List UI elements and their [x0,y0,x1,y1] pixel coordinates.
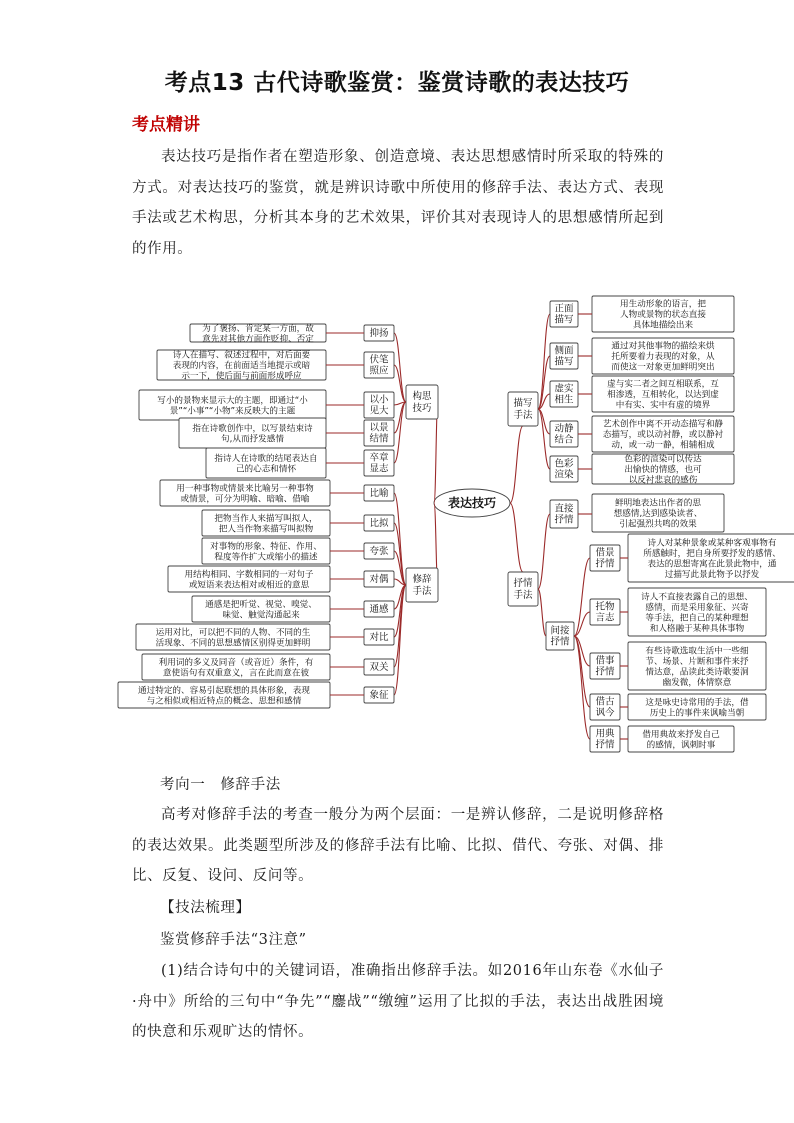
center-node-text: 表达技巧 [447,496,497,510]
branch-xiuci-text: 修辞手法 [412,574,432,598]
xiuci-item-7-text: 象征 [369,690,389,702]
branch-shuqing-text: 抒情手法 [513,578,533,602]
jifa-heading: 【技法梳理】 [160,900,251,916]
branch-miaoxie-text: 描写手法 [513,398,533,422]
page-title: 考点13 古代诗歌鉴赏：鉴赏诗歌的表达技巧 [164,70,630,96]
xiuci-item-6-text: 双关 [369,662,389,674]
xiuci-desc-7-text: 通过特定的、容易引起联想的具体形象，表现与之相似或相近特点的概念、思想和感情 [138,685,310,707]
shuqing-item-2-text: 借事抒情 [595,655,615,678]
point-1-paragraph: (1)结合诗句中的关键词语，准确指出修辞手法。如2016年山东卷《水仙子·舟中》所给的三句中“争先”“鏖战”“缴缠”运用了比拟的手法，表达出战胜困境的快意和乐观旷达的情怀。 [132,963,664,1040]
shuqing-desc-3-text: 这是咏史诗常用的手法，借历史上的事件来讽喻当朝 [645,697,749,719]
xiuci-desc-5-text: 运用对比，可以把不同的人物、不同的生活现象、不同的思想感情区别得更加鲜明 [155,627,311,649]
xiuci-desc-2-text: 对事物的形象、特征、作用、程度等作扩大或缩小的描述 [210,541,322,563]
shuqing-item-4-text: 用典抒情 [595,728,615,751]
xiuci-desc-6-text: 利用词的多义及同音（或音近）条件，有意使语句有双重意义，言在此而意在彼 [158,657,314,679]
goushi-item-3-text: 以景结情 [369,422,389,445]
mindmap-diagram [132,282,794,768]
miaoxie-item-3-text: 动静结合 [554,423,574,446]
shuqing-direct-desc-text: 鲜明地表达出作者的思想感情,达到感染读者、引起强烈共鸣的效果 [613,498,703,530]
goushi-item-4-text: 卒章显志 [369,452,389,475]
xiuci-desc-1-text: 把物当作人来描写叫拟人，把人当作物来描写叫拟物 [214,513,318,535]
goushi-desc-4-text: 指诗人在诗歌的结尾表达自己的心志和情怀 [214,453,318,475]
kaoxiang-paragraph: 高考对修辞手法的考查一般分为两个层面：一是辨认修辞，二是说明修辞格的表达效果。此类题型所涉及的修辞手法有比喻、比拟、借代、夸张、对偶、排比、反复、设问、反问等。 [132,807,664,884]
conn-xiuci-0 [394,493,406,585]
miaoxie-item-4-text: 色彩渲染 [554,458,574,481]
xiuci-desc-4-text: 通感是把听觉、视觉、嗅觉、味觉、触觉沟通起来 [205,599,317,621]
miaoxie-desc-2-text: 虚与实二者之间互相联系，互相渗透，互相转化，以达到虚中有实、实中有虚的境界 [607,379,719,411]
miaoxie-desc-1-text: 通过对其他事物的描绘来烘托所要着力表现的对象，从而使这一对象更加鲜明突出 [611,341,715,373]
conn-shuqing-direct [538,514,550,589]
shuqing-item-1-text: 托物言志 [595,601,615,624]
miaoxie-desc-0-text: 用生动形象的语言，把人物或景物的状态直接具体地描绘出来 [620,299,706,331]
shuqing-desc-1-text: 诗人不直接表露自己的思想、感情，而是采用象征、兴寄等手法，把自己的某种理想和人格融于某种具体事物 [641,592,753,634]
xiuci-item-5-text: 对比 [369,632,389,644]
goushi-desc-1-text: 诗人在描写、叙述过程中，对后面要表现的内容，在前面适当地提示或暗示一下，使后面与前面形成呼应 [172,350,311,382]
goushi-desc-2-text: 写小的景物来显示大的主题，即通过“小景”“小事”“小物”来反映大的主题 [157,395,308,417]
xiuci-item-3-text: 对偶 [369,574,389,586]
miaoxie-desc-3-text: 艺术创作中离不开动态描写和静态描写，或以动衬静，或以静衬动，或一动一静，相辅相成 [602,419,724,451]
miaoxie-desc-4-text: 色彩的渲染可以传达出愉快的情感，也可以反衬悲哀的感伤 [624,454,702,486]
goushi-desc-3-text: 指在诗歌创作中，以写景结束诗句,从而抒发感情 [192,423,313,445]
shuqing-item-3-text: 借古讽今 [595,696,615,719]
goushi-item-1-text: 伏笔照应 [369,354,389,377]
miaoxie-item-0-text: 正面描写 [554,303,574,326]
goushi-item-2-text: 以小见大 [369,394,389,417]
shuqing-item-0-text: 借景抒情 [595,547,615,570]
conn-shuqing-3 [574,636,590,707]
conn-shuqing-indirect [538,589,546,636]
miaoxie-item-2-text: 虚实相生 [554,383,574,406]
jifa-subtitle: 鉴赏修辞手法“3注意” [160,932,307,948]
shuqing-desc-2-text: 有些诗歌选取生活中一些细节、场景、片断和事件来抒情达意，品读此类诗歌要洞幽发微，体情察意 [645,646,749,688]
conn-center-miaoxie [510,426,523,503]
shuqing-desc-0-text: 诗人对某种景象或某种客观事物有所感触时，把自身所要抒发的感情、表达的思想寄寓在此景此物中，通过描写此景此物予以抒发 [643,538,781,580]
goushi-item-0-text: 抑扬 [369,328,389,340]
kaoxiang-title: 考向一 修辞手法 [160,777,281,793]
xiuci-desc-3-text: 用结构相同、字数相同的一对句子或短语来表达相对或相近的意思 [184,569,314,591]
shuqing-direct-text: 直接抒情 [554,503,574,526]
conn-miaoxie-4 [538,409,550,469]
goushi-desc-0-text: 为了褒扬、肯定某一方面，故意先对其他方面作贬抑、否定 [202,323,314,345]
intro-paragraph: 表达技巧是指作者在塑造形象、创造意境、表达思想感情时所采取的特殊的方式。对表达技巧的鉴赏，就是辨识诗歌中所使用的修辞手法、表达方式、表现手法或艺术构思，分析其本身的艺术效果，评价其对表现诗人的思想感情所起到的作用。 [132,149,664,257]
conn-xiuci-7 [394,585,406,695]
conn-center-shuqing [510,503,523,572]
branch-goushi-text: 构思技巧 [412,391,432,415]
section-heading: 考点精讲 [132,115,200,135]
xiuci-item-1-text: 比拟 [369,518,389,530]
xiuci-item-2-text: 夸张 [369,546,389,558]
miaoxie-item-1-text: 侧面描写 [554,345,574,368]
xiuci-item-0-text: 比喻 [369,488,389,500]
xiuci-desc-0-text: 用一种事物或情景来比喻另一种事物或情景，可分为明喻、暗喻、借喻 [176,483,314,505]
shuqing-indirect-text: 间接抒情 [550,625,570,648]
xiuci-item-4-text: 通感 [369,604,389,616]
shuqing-desc-4-text: 借用典故来抒发自己的感情，讽刺时事 [642,729,720,751]
